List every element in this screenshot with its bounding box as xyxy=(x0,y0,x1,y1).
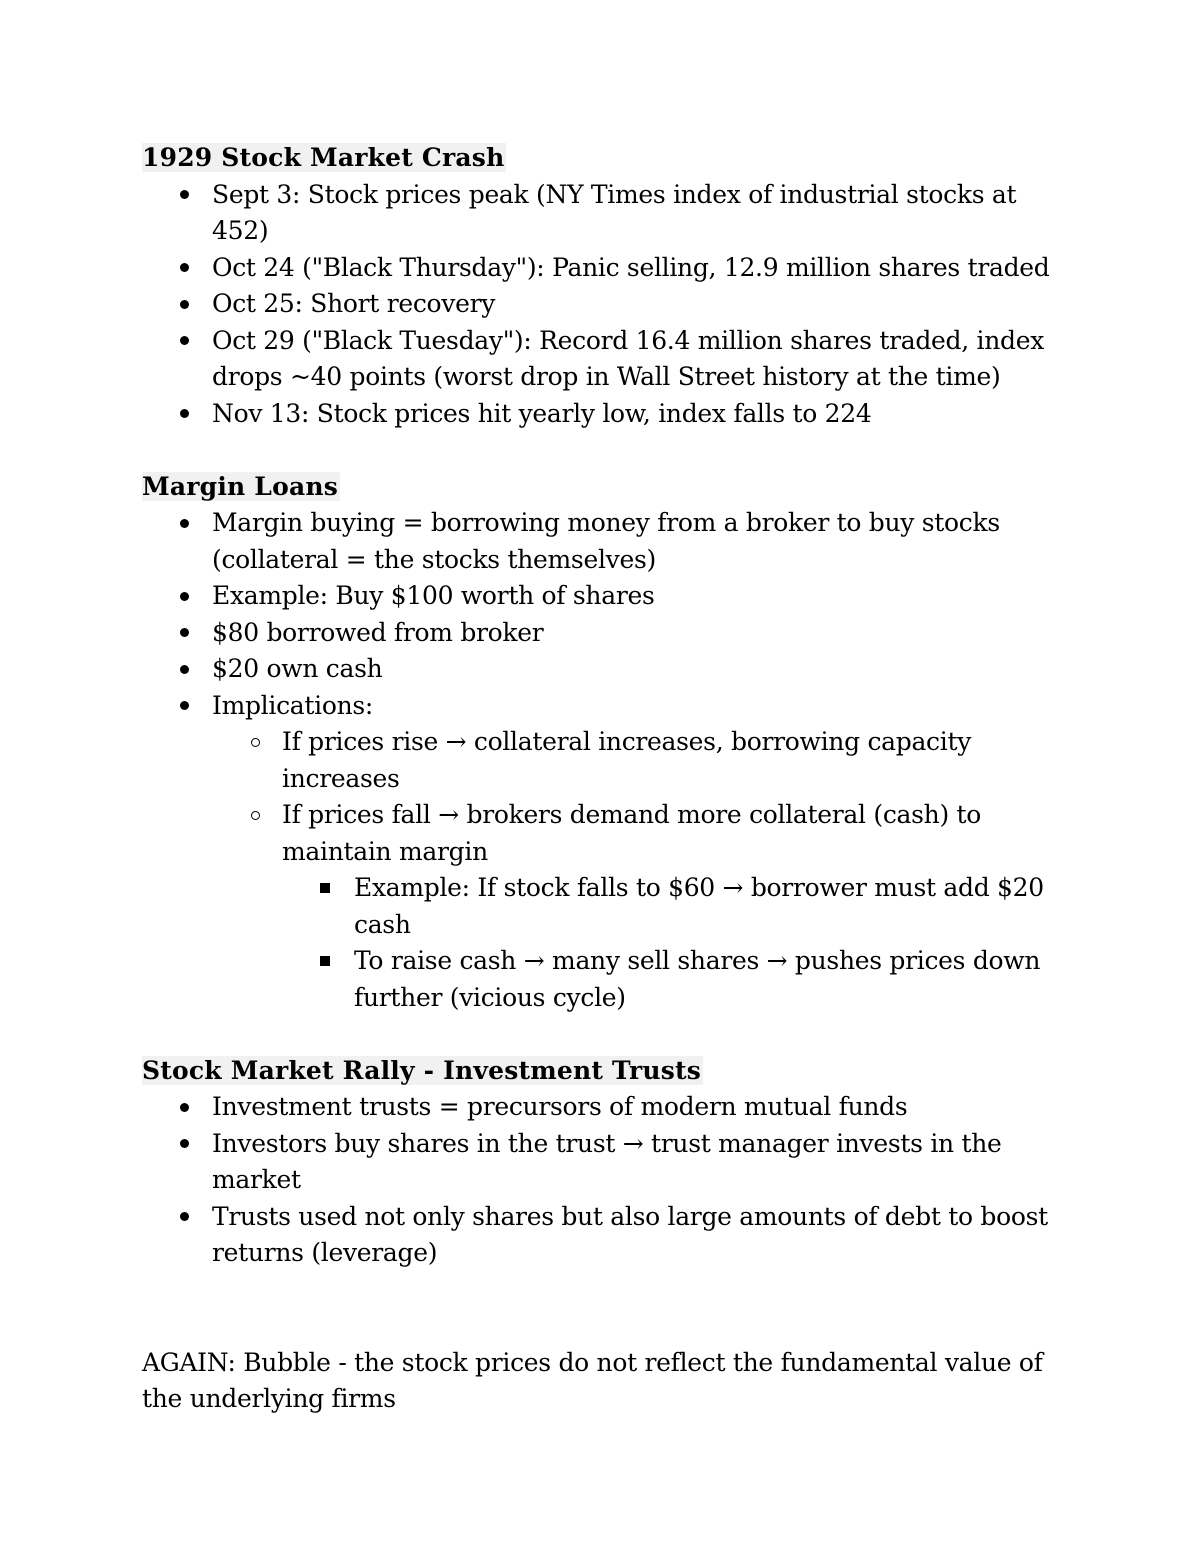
list-item: If prices fall → brokers demand more collateral (cash) to maintain margin xyxy=(142,797,1062,870)
crash-timeline-list xyxy=(142,177,1062,433)
list-item: Oct 29 ("Black Tuesday"): Record 16.4 million shares traded, index drops ~40 points (worst drop in Wall Street history at the time) xyxy=(142,323,1062,396)
section-heading-stock-market-crash: 1929 Stock Market Crash xyxy=(142,143,505,172)
list-item: Margin buying = borrowing money from a broker to buy stocks (collateral = the stocks themselves) xyxy=(142,505,1062,578)
list-item: To raise cash → many sell shares → pushes prices down further (vicious cycle) xyxy=(142,943,1062,1016)
bullet-circle-icon xyxy=(250,797,260,834)
list-item: Example: Buy $100 worth of shares xyxy=(142,578,1062,615)
list-item: $80 borrowed from broker xyxy=(142,615,1062,652)
list-item: Sept 3: Stock prices peak (NY Times index of industrial stocks at 452) xyxy=(142,177,1062,250)
list-item: Oct 24 ("Black Thursday"): Panic selling, 12.9 million shares traded xyxy=(142,250,1062,287)
section-heading-margin-loans: Margin Loans xyxy=(142,471,339,501)
closing-note: AGAIN: Bubble - the stock prices do not reflect the fundamental value of the underlying firms xyxy=(142,1347,1043,1413)
document-page xyxy=(142,140,1062,1418)
list-item: $20 own cash xyxy=(142,651,1062,688)
bullet-disc-icon xyxy=(180,615,189,652)
bullet-disc-icon xyxy=(180,1089,189,1126)
bullet-circle-icon xyxy=(250,724,260,761)
bullet-disc-icon xyxy=(180,1126,189,1163)
bullet-disc-icon xyxy=(180,323,189,360)
bullet-disc-icon xyxy=(180,651,189,688)
margin-loans-list xyxy=(142,505,1062,1016)
bullet-disc-icon xyxy=(180,250,189,287)
spacer xyxy=(142,1272,1062,1345)
list-item: Trusts used not only shares but also large amounts of debt to boost returns (leverage) xyxy=(142,1199,1062,1272)
investment-trusts-list xyxy=(142,1089,1062,1272)
list-item: If prices rise → collateral increases, borrowing capacity increases xyxy=(142,724,1062,797)
bullet-disc-icon xyxy=(180,688,189,725)
list-item: Investment trusts = precursors of modern mutual funds xyxy=(142,1089,1062,1126)
bullet-square-icon xyxy=(320,870,330,907)
bullet-disc-icon xyxy=(180,505,189,542)
list-item: Nov 13: Stock prices hit yearly low, index falls to 224 xyxy=(142,396,1062,433)
bullet-disc-icon xyxy=(180,1199,189,1236)
bullet-disc-icon xyxy=(180,396,189,433)
section-heading-investment-trusts: Stock Market Rally - Investment Trusts xyxy=(142,1055,702,1085)
bullet-square-icon xyxy=(320,943,330,980)
list-item: Oct 25: Short recovery xyxy=(142,286,1062,323)
bullet-disc-icon xyxy=(180,578,189,615)
list-item: Investors buy shares in the trust → trust manager invests in the market xyxy=(142,1126,1062,1199)
spacer xyxy=(142,432,1062,469)
bullet-disc-icon xyxy=(180,286,189,323)
bullet-disc-icon xyxy=(180,177,189,214)
list-item: Example: If stock falls to $60 → borrower must add $20 cash xyxy=(142,870,1062,943)
spacer xyxy=(142,1016,1062,1053)
list-item: Implications: xyxy=(142,688,1062,725)
